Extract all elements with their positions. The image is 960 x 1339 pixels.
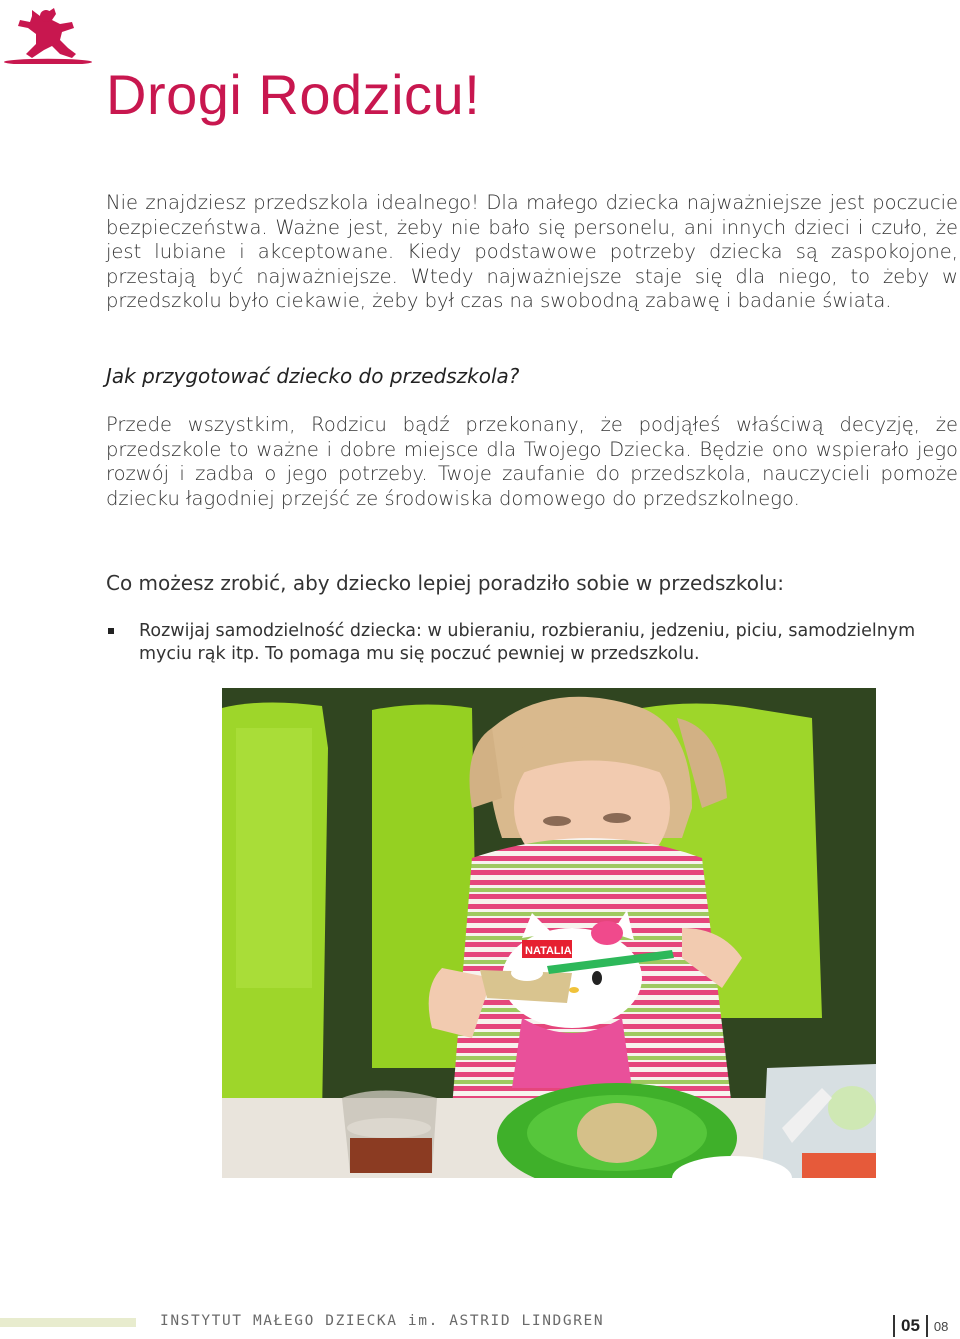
page-number-total: 08 <box>933 1318 949 1334</box>
footer-institute-name: INSTYTUT MAŁEGO DZIECKA im. ASTRID LINDGREN <box>160 1313 605 1329</box>
page-number-current: 05 <box>901 1316 920 1335</box>
list-item <box>106 620 958 666</box>
child-eating-photo <box>222 688 876 1178</box>
page-title: Drogi Rodzicu! <box>106 63 481 126</box>
section-heading-tips: Co możesz zrobić, aby dziecko lepiej poradziło sobie w przedszkolu: <box>106 571 784 595</box>
tips-list <box>106 620 958 666</box>
list-item-text: Rozwijaj samodzielność dziecka: w ubieraniu, rozbieraniu, jedzeniu, piciu, samodzielnym myciu rąk itp. To pomaga mu się poczuć pewniej w przedszkolu. <box>139 621 916 664</box>
running-child-logo-icon <box>2 4 92 64</box>
intro-paragraph: Nie znajdziesz przedszkola idealnego! Dla małego dziecka najważniejsze jest poczucie bezpieczeństwa. Ważne jest, żeby nie bało się personelu, ani innych dzieci i czuło, że jest lubiane i akceptowane. Kiedy podstawowe potrzeby dziecka są zaspokojone, przestają być najważniejsze. Wtedy najważniejsze staje się dla niego, to żeby w przedszkolu było ciekawie, żeby był czas na swobodną zabawę i badanie świata. <box>106 191 958 313</box>
page-number-divider <box>926 1315 928 1337</box>
footer-accent-bar <box>0 1318 136 1327</box>
page-number <box>893 1314 948 1338</box>
name-sticker-text: NATALIA <box>525 945 572 957</box>
page-number-divider <box>893 1315 895 1337</box>
section-heading-preparation: Jak przygotować dziecko do przedszkola? <box>106 364 520 388</box>
square-bullet-icon <box>108 628 114 634</box>
preparation-paragraph: Przede wszystkim, Rodzicu bądź przekonany, że podjąłeś właściwą decyzję, że przedszkole to ważne i dobre miejsce dla Twojego Dziecka. Będzie ono wspierało jego rozwój i zadba o jego potrzeby. Twoje zaufanie do przedszkola, nauczycieli pomoże dziecku łagodniej przejść ze środowiska domowego do przedszkolnego. <box>106 413 958 510</box>
